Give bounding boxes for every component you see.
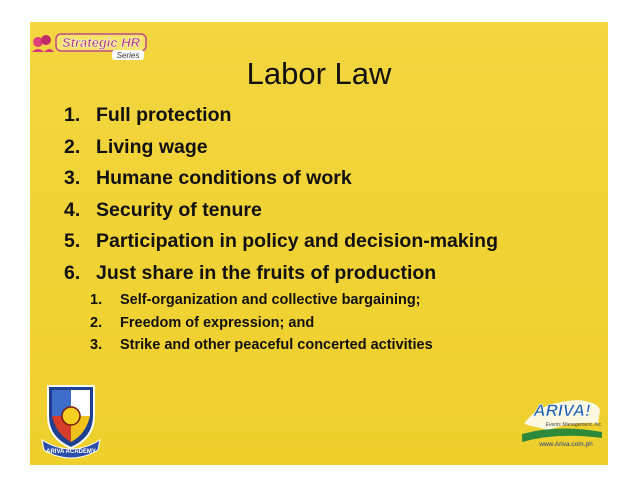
strategic-hr-logo-text: Strategic HR: [61, 35, 141, 50]
sub-list-item: 3. Strike and other peaceful concerted activities: [90, 337, 433, 353]
slide: [30, 22, 608, 465]
list-item: 6. Just share in the fruits of production: [64, 261, 437, 284]
list-item: 2. Living wage: [64, 135, 208, 158]
list-item: 1. Full protection: [64, 104, 232, 126]
ariva-brand-text: ARIVA!: [533, 401, 591, 420]
sub-list: [90, 289, 433, 357]
ariva-tagline: Events Management, Inc.: [545, 422, 603, 428]
sub-list-item: 1. Self-organization and collective bargaining;: [90, 292, 421, 308]
list-item: 3. Humane conditions of work: [64, 167, 352, 189]
main-list: [64, 100, 498, 289]
list-item: 4. Security of tenure: [64, 198, 262, 221]
ariva-url: www.Ariva.com.ph: [539, 441, 593, 448]
ariva-logo: [518, 394, 604, 459]
slide-title: Labor Law: [246, 56, 392, 91]
academy-crest-logo: [38, 380, 104, 465]
crest-text: ARIVA ACADEMY: [46, 449, 96, 455]
strategic-hr-logo-sub: Series: [116, 51, 140, 60]
list-item: 5. Participation in policy and decision-making: [64, 230, 498, 252]
sub-list-item: 2. Freedom of expression; and: [90, 314, 315, 331]
